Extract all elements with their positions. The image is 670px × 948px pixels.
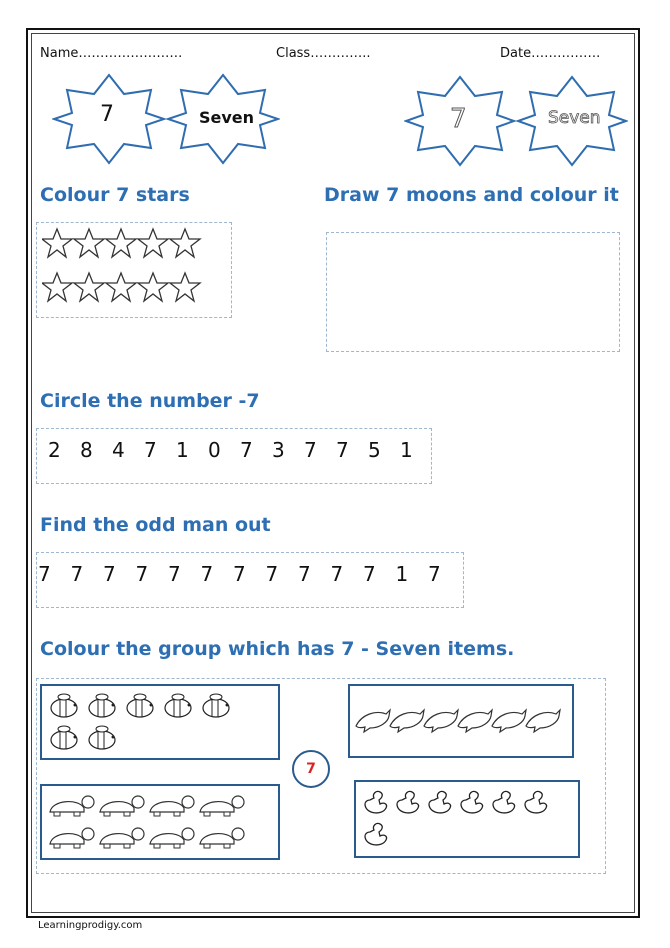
- digit[interactable]: 1: [400, 438, 413, 462]
- digit[interactable]: 5: [368, 438, 381, 462]
- circle-digits-row: [48, 438, 432, 462]
- duck-group: [356, 782, 578, 856]
- turtle-icon: [150, 796, 194, 816]
- digit[interactable]: 7: [240, 438, 253, 462]
- word-badge-label: Seven: [199, 108, 255, 127]
- digit[interactable]: 7: [200, 562, 214, 586]
- star-icon: [106, 229, 136, 257]
- duck-group-box[interactable]: [354, 780, 580, 858]
- draw-moons-heading: Draw 7 moons and colour it: [324, 184, 619, 206]
- star-icon: [74, 273, 104, 301]
- star-icon: [138, 229, 168, 257]
- duck-icon: [493, 791, 515, 812]
- bee-icon: [203, 694, 229, 717]
- trace-number-label: 7: [450, 104, 467, 134]
- star-icon: [170, 273, 200, 301]
- name-field[interactable]: Name……………………: [40, 46, 183, 61]
- turtle-icon: [50, 828, 94, 848]
- stars-group: [42, 226, 206, 310]
- star-icon: [42, 273, 72, 301]
- dolphin-icon: [526, 710, 560, 732]
- digit[interactable]: 1: [176, 438, 189, 462]
- dolphin-icon: [424, 710, 458, 732]
- digit[interactable]: 8: [80, 438, 93, 462]
- date-field[interactable]: Date…………….: [500, 46, 601, 61]
- duck-icon: [429, 791, 451, 812]
- turtle-icon: [50, 796, 94, 816]
- dolphin-group-box[interactable]: [348, 684, 574, 758]
- number-badge-label: 7: [100, 102, 114, 127]
- turtle-icon: [150, 828, 194, 848]
- bee-group-box[interactable]: [40, 684, 280, 760]
- digit[interactable]: 7: [298, 562, 311, 586]
- digit[interactable]: 7: [135, 562, 149, 586]
- star-icon: [106, 273, 136, 301]
- bee-icon: [51, 726, 77, 749]
- turtle-group: [42, 786, 278, 858]
- bee-icon: [165, 694, 191, 717]
- digit[interactable]: 7: [168, 562, 181, 586]
- digit[interactable]: 7: [428, 562, 441, 586]
- dolphin-icon: [492, 710, 526, 732]
- digit[interactable]: 7: [265, 562, 279, 586]
- turtle-icon: [100, 828, 144, 848]
- digit[interactable]: 7: [38, 562, 51, 586]
- digit[interactable]: 7: [144, 438, 157, 462]
- star-icon: [170, 229, 200, 257]
- digit[interactable]: 1: [395, 562, 409, 586]
- digit[interactable]: 2: [48, 438, 61, 462]
- bee-icon: [89, 726, 115, 749]
- duck-icon: [365, 823, 387, 844]
- bee-group: [42, 686, 278, 758]
- duck-icon: [525, 791, 547, 812]
- digit[interactable]: 0: [208, 438, 221, 462]
- center-number-circle: 7: [292, 750, 330, 788]
- digit[interactable]: 3: [272, 438, 285, 462]
- dolphin-group: [350, 686, 572, 756]
- digit[interactable]: 7: [336, 438, 349, 462]
- star-icon: [74, 229, 104, 257]
- odd-man-out-heading: Find the odd man out: [40, 514, 271, 536]
- circle-number-heading: Circle the number -7: [40, 390, 260, 412]
- odd-digits-row: [38, 562, 461, 586]
- bee-icon: [51, 694, 77, 717]
- star-icon: [42, 229, 72, 257]
- bee-icon: [89, 694, 115, 717]
- digit[interactable]: 7: [330, 562, 344, 586]
- dolphin-icon: [458, 710, 492, 732]
- digit[interactable]: 4: [112, 438, 125, 462]
- bee-icon: [127, 694, 153, 717]
- turtle-icon: [200, 796, 244, 816]
- footer-site: Learningprodigy.com: [38, 920, 143, 931]
- digit[interactable]: 7: [70, 562, 84, 586]
- duck-icon: [461, 791, 483, 812]
- turtle-icon: [100, 796, 144, 816]
- digit[interactable]: 7: [304, 438, 317, 462]
- class-field[interactable]: Class…………..: [276, 46, 371, 61]
- duck-icon: [365, 791, 387, 812]
- colour-stars-heading: Colour 7 stars: [40, 184, 190, 206]
- star-icon: [138, 273, 168, 301]
- turtle-group-box[interactable]: [40, 784, 280, 860]
- dolphin-icon: [356, 710, 390, 732]
- turtle-icon: [200, 828, 244, 848]
- digit[interactable]: 7: [103, 562, 116, 586]
- moons-drawing-box[interactable]: [326, 232, 620, 352]
- duck-icon: [397, 791, 419, 812]
- digit[interactable]: 7: [363, 562, 376, 586]
- colour-group-heading: Colour the group which has 7 - Seven items.: [40, 638, 515, 660]
- dolphin-icon: [390, 710, 424, 732]
- digit[interactable]: 7: [233, 562, 246, 586]
- trace-word-label: Seven: [548, 108, 601, 128]
